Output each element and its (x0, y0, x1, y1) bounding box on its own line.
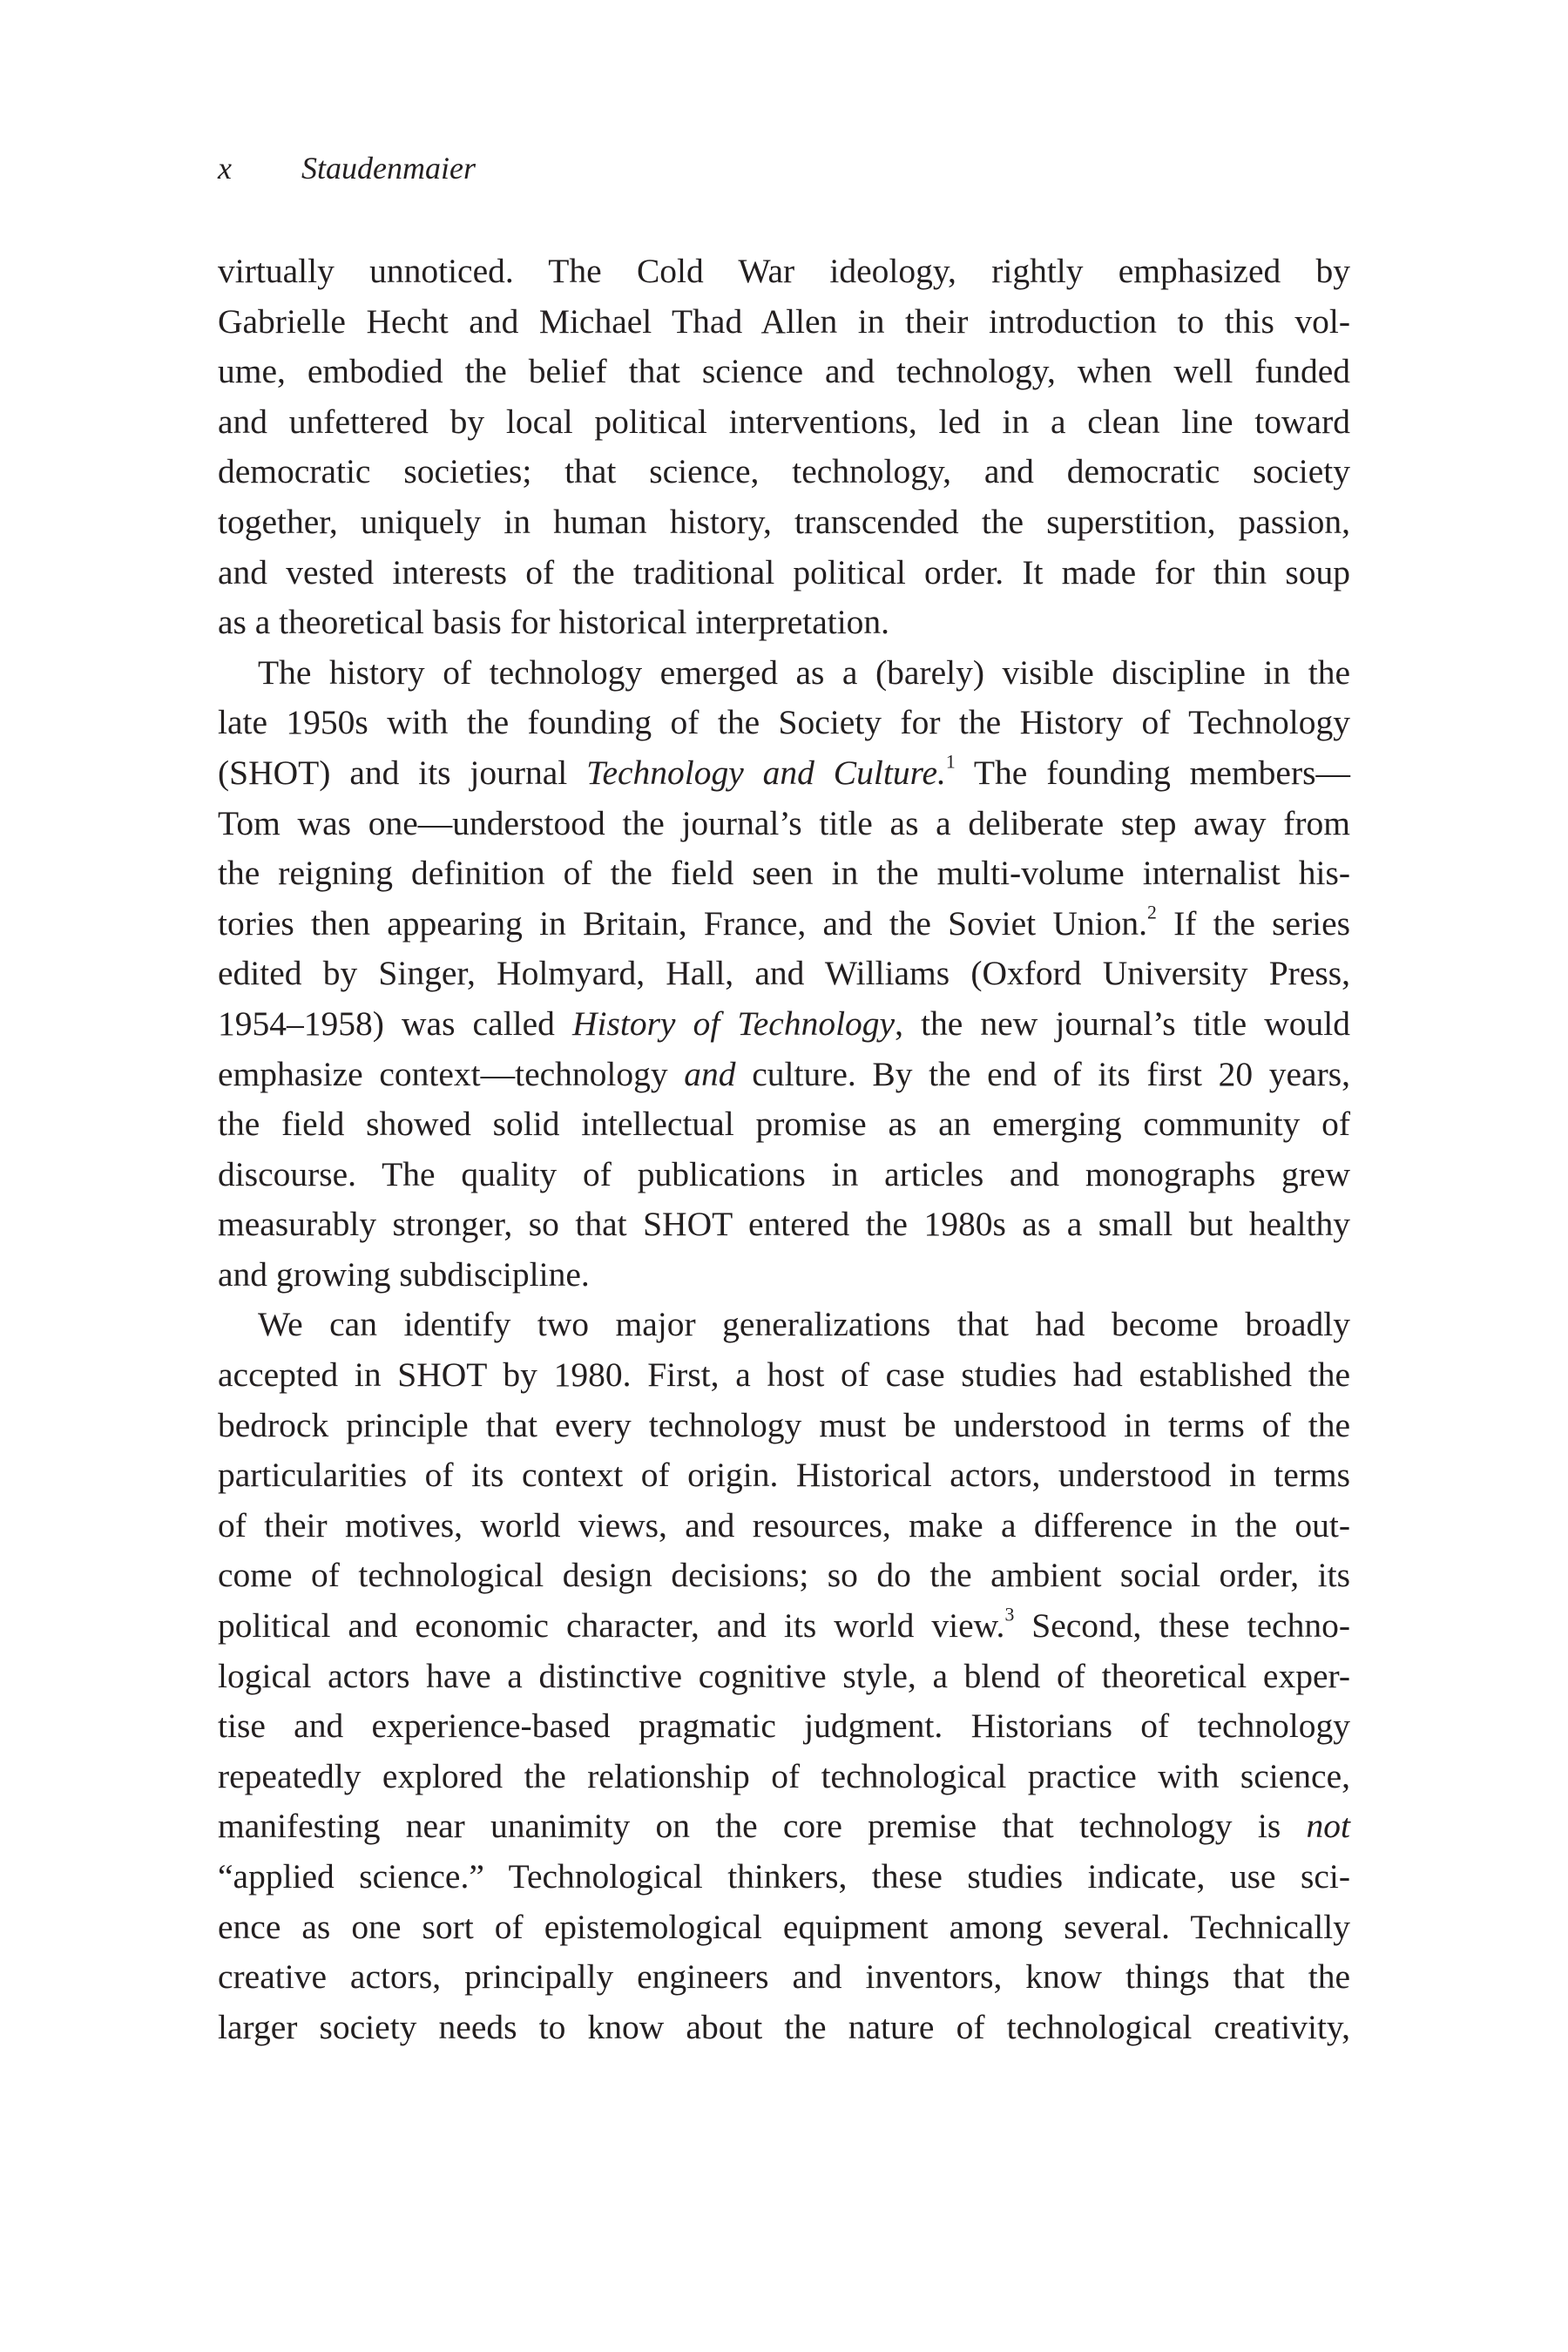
text-line: the field showed solid intellectual promise as an emerging community of (218, 1105, 1350, 1144)
text-line: and growing subdiscipline. (218, 1254, 590, 1294)
text-run: manifesting near unanimity on the core premise that technology is (218, 1807, 1307, 1846)
text-line: Gabrielle Hecht and Michael Thad Allen in their introduction to this vol- (218, 301, 1350, 341)
text-line: bedrock principle that every technology must be understood in terms of the (218, 1405, 1350, 1444)
text-line: virtually unnoticed. The Cold War ideology, rightly emphasized by (218, 252, 1350, 290)
text-line: the reigning definition of the field seen in the multi-volume internalist his- (218, 854, 1350, 893)
text-line: We can identify two major generalizations that had become broadly (258, 1305, 1350, 1344)
text-run: Second, these techno- (1014, 1606, 1350, 1646)
text-run: emphasize context—technology (218, 1054, 685, 1093)
text-line: ume, embodied the belief that science and technology, when well funded (218, 352, 1350, 391)
text-line (218, 1050, 1350, 1100)
text-run: 1954–1958) was called (218, 1004, 572, 1043)
text-line: particularities of its context of origin. Historical actors, understood in terms (218, 1456, 1350, 1495)
text-line: ence as one sort of epistemological equipment among several. Technically (218, 1907, 1350, 1946)
footnote-ref-2[interactable]: 2 (1146, 902, 1157, 923)
text-line: Tom was one—understood the journal’s title as a deliberate step away from (218, 803, 1350, 842)
footnote-ref-3[interactable]: 3 (1004, 1604, 1015, 1625)
text-run: (SHOT) and its journal (218, 753, 587, 792)
text-line: logical actors have a distinctive cognitive style, a blend of theoretical exper- (218, 1656, 1350, 1695)
page-number: x (218, 151, 232, 186)
journal-title: Technology and Culture. (586, 753, 946, 792)
text-run: culture. By the end of its first 20 years, (735, 1054, 1350, 1093)
running-head-author: Staudenmaier (301, 151, 476, 186)
text-run: political and economic character, and its world view. (218, 1606, 1005, 1646)
book-title: History of Technology (571, 1004, 896, 1043)
text-line (218, 1801, 1350, 1852)
text-line: democratic societies; that science, technology, and democratic society (218, 452, 1350, 491)
text-line: larger society needs to know about the nature of technological creativity, (218, 2007, 1350, 2046)
text-run: , the new journal’s title would (895, 1004, 1350, 1043)
text-line: tise and experience-based pragmatic judgment. Historians of technology (218, 1707, 1350, 1746)
text-line: of their motives, world views, and resources, make a difference in the out- (218, 1505, 1350, 1544)
text-line: as a theoretical basis for historical interpretation. (218, 603, 890, 642)
text-line (218, 1601, 1350, 1652)
footnote-ref-1[interactable]: 1 (945, 751, 956, 773)
text-line: repeatedly explored the relationship of technological practice with science, (218, 1756, 1350, 1795)
text-line: together, uniquely in human history, transcended the superstition, passion, (218, 502, 1350, 541)
text-line: creative actors, principally engineers and inventors, know things that the (218, 1957, 1350, 1997)
text-line: edited by Singer, Holmyard, Hall, and Williams (Oxford University Press, (218, 954, 1350, 993)
text-line: accepted in SHOT by 1980. First, a host of case studies had established the (218, 1355, 1350, 1395)
text-run: The founding members— (955, 753, 1350, 792)
text-run: If the series (1156, 903, 1351, 943)
text-line: come of technological design decisions; so do the ambient social order, its (218, 1556, 1350, 1595)
text-line: and vested interests of the traditional political order. It made for thin soup (218, 552, 1350, 591)
text-run: tories then appearing in Britain, France, and the Soviet Union. (218, 903, 1147, 943)
text-line: discourse. The quality of publications in articles and monographs grew (218, 1154, 1350, 1193)
running-head (218, 146, 476, 190)
text-line: and unfettered by local political interventions, led in a clean line toward (218, 402, 1350, 441)
text-line: “applied science.” Technological thinkers, these studies indicate, use sci- (218, 1857, 1350, 1896)
emphasis: not (1306, 1807, 1350, 1846)
text-line: The history of technology emerged as a (barely) visible discipline in the (258, 652, 1350, 692)
text-line (218, 899, 1350, 950)
text-line (218, 999, 1350, 1050)
emphasis: and (684, 1054, 736, 1093)
text-line: late 1950s with the founding of the Society for the History of Technology (218, 703, 1350, 742)
body-text (218, 247, 1350, 2052)
text-line (218, 748, 1350, 799)
text-line: measurably stronger, so that SHOT entered the 1980s as a small but healthy (218, 1205, 1350, 1244)
